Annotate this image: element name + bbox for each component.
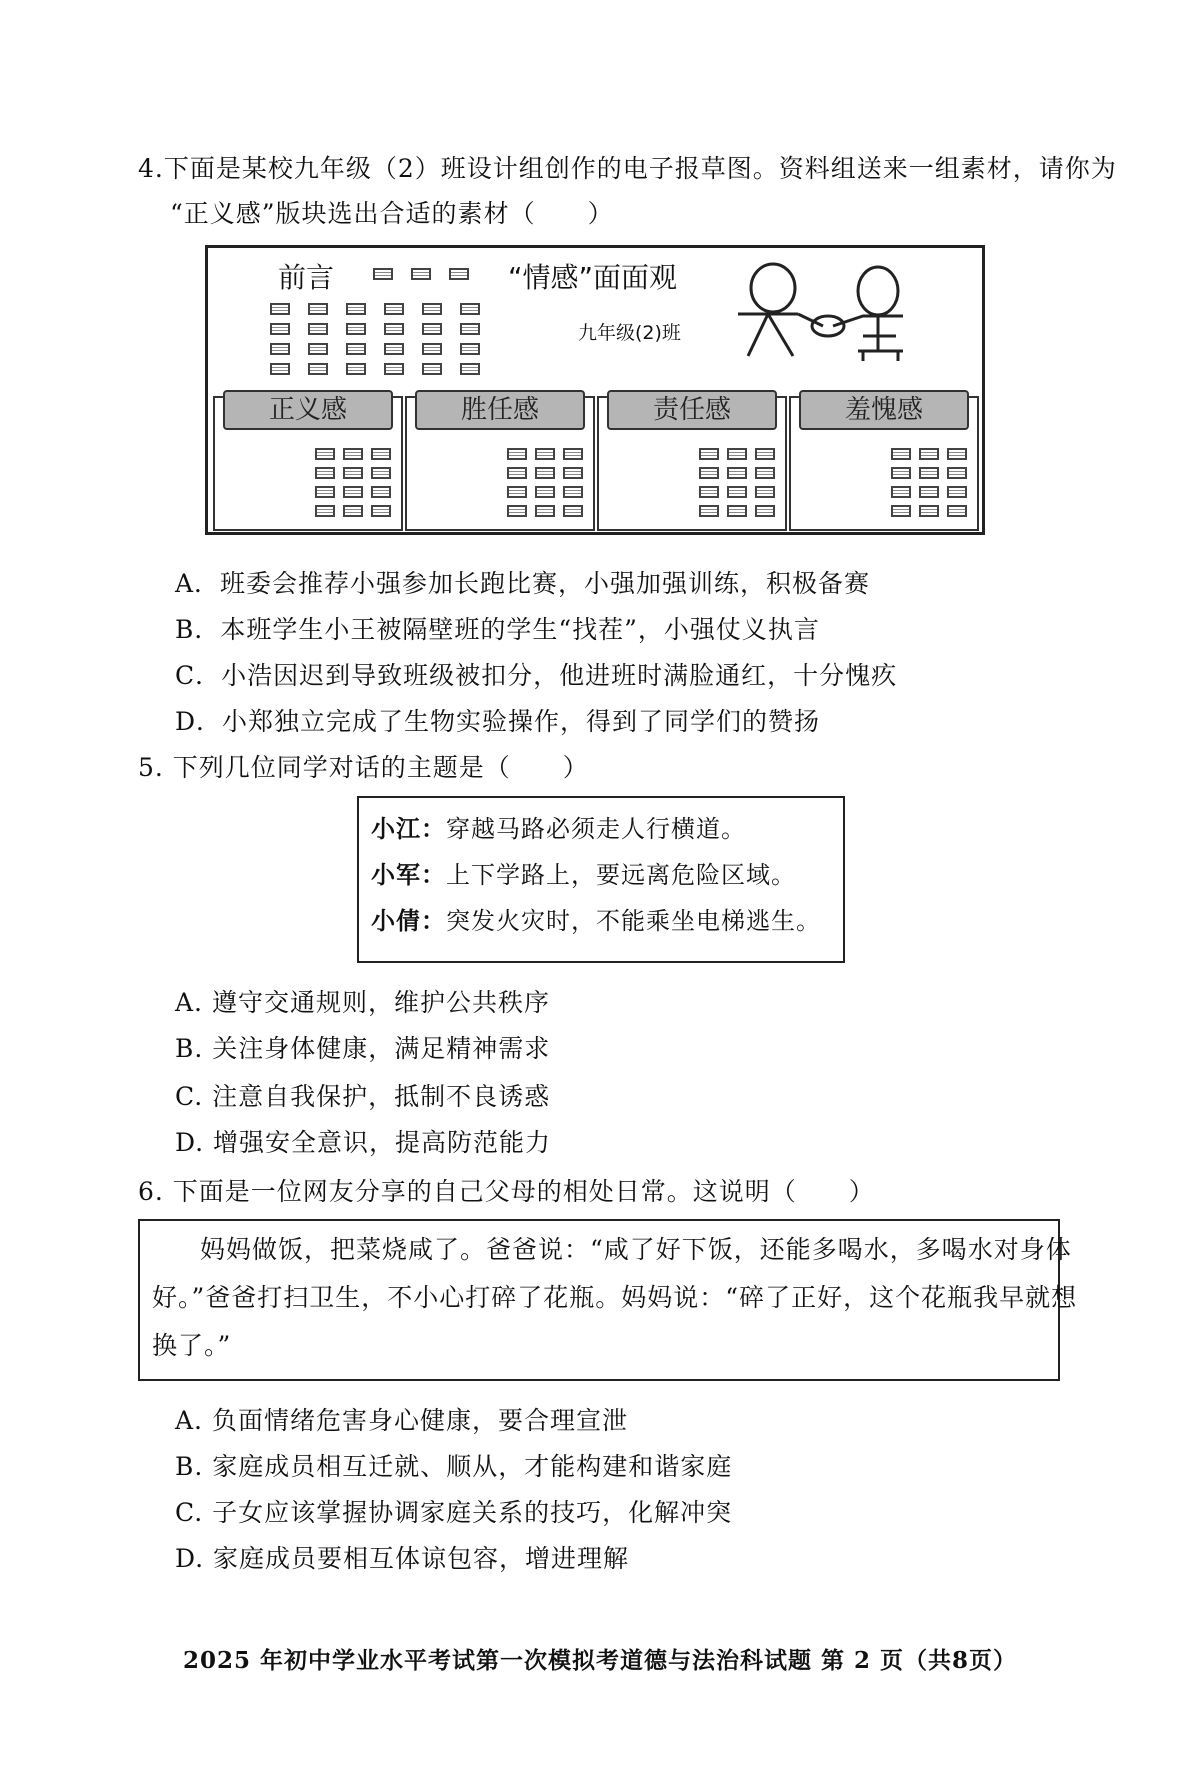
q4-option-c: C．小浩因迟到导致班级被扣分，他进班时满脸通红，十分愧疚 xyxy=(175,661,898,690)
q5-stem: 5. 下列几位同学对话的主题是（ ） xyxy=(138,753,589,782)
panel-competence-title: 胜任感 xyxy=(415,390,585,430)
speaker-1: 小江： xyxy=(371,814,446,843)
q6-passage-box xyxy=(138,1219,1078,1381)
q4-stem-line1: 4.下面是某校九年级（2）班设计组创作的电子报草图。资料组送来一组素材，请你为 xyxy=(138,154,1117,183)
panel-justice-title: 正义感 xyxy=(223,390,393,430)
figure-class-label: 九年级(2)班 xyxy=(578,322,681,344)
q5-dialogue-line-2 xyxy=(371,858,796,892)
panel-shame xyxy=(789,396,979,531)
q5-option-c: C. 注意自我保护，抵制不良诱惑 xyxy=(175,1082,551,1111)
q4-stem-line2: “正义感”版块选出合适的素材（ ） xyxy=(170,199,614,228)
figure-preface: 前言 xyxy=(278,261,335,294)
preface-top-blocks xyxy=(373,268,469,280)
panel-responsibility-title: 责任感 xyxy=(607,390,777,430)
newspaper-sketch-figure xyxy=(205,245,985,535)
panel-competence-blocks xyxy=(507,448,583,517)
q5-dialogue-box xyxy=(357,796,845,963)
q5-option-b: B. 关注身体健康，满足精神需求 xyxy=(175,1034,551,1063)
q4-option-a: A．班委会推荐小强参加长跑比赛，小强加强训练，积极备赛 xyxy=(175,569,871,598)
q6-option-b: B. 家庭成员相互迁就、顺从，才能构建和谐家庭 xyxy=(175,1452,733,1481)
panel-competence xyxy=(405,396,595,531)
panel-shame-title: 羞愧感 xyxy=(799,390,969,430)
figure-title: “情感”面面观 xyxy=(508,261,678,294)
preface-text-blocks xyxy=(270,303,480,375)
speaker-2: 小军： xyxy=(371,860,446,889)
panel-responsibility xyxy=(597,396,787,531)
q6-stem: 6. 下面是一位网友分享的自己父母的相处日常。这说明（ ） xyxy=(138,1177,875,1206)
speech-2: 上下学路上，要远离危险区域。 xyxy=(446,861,796,889)
q6-option-d: D. 家庭成员要相互体谅包容，增进理解 xyxy=(175,1544,630,1573)
speaker-3: 小倩： xyxy=(371,906,446,935)
panel-responsibility-blocks xyxy=(699,448,775,517)
panel-shame-blocks xyxy=(891,448,967,517)
q5-dialogue-line-3 xyxy=(371,904,821,938)
q5-option-a: A. 遵守交通规则，维护公共秩序 xyxy=(175,988,550,1017)
q4-option-b: B．本班学生小王被隔壁班的学生“找茬”，小强仗义执言 xyxy=(175,615,820,644)
handshake-illustration xyxy=(728,256,928,366)
q6-option-a: A. 负面情绪危害身心健康，要合理宣泄 xyxy=(175,1406,628,1435)
q5-dialogue-line-1 xyxy=(371,812,746,846)
q6-option-c: C. 子女应该掌握协调家庭关系的技巧，化解冲突 xyxy=(175,1498,733,1527)
panel-justice-blocks xyxy=(315,448,391,517)
q6-passage-line-2: 好。”爸爸打扫卫生，不小心打碎了花瓶。妈妈说：“碎了正好，这个花瓶我早就想 xyxy=(152,1283,1078,1312)
q5-option-d: D. 增强安全意识，提高防范能力 xyxy=(175,1128,552,1157)
q6-passage-line-1: 妈妈做饭，把菜烧咸了。爸爸说：“咸了好下饭，还能多喝水，多喝水对身体 xyxy=(200,1235,1072,1264)
speech-1: 穿越马路必须走人行横道。 xyxy=(446,815,746,843)
speech-3: 突发火灾时，不能乘坐电梯逃生。 xyxy=(446,907,821,935)
q4-option-d: D．小郑独立完成了生物实验操作，得到了同学们的赞扬 xyxy=(175,707,821,736)
page-footer: 2025 年初中学业水平考试第一次模拟考道德与法治科试题 第 2 页（共8页） xyxy=(182,1647,1018,1674)
q6-passage-line-3: 换了。” xyxy=(152,1331,232,1360)
panel-justice xyxy=(213,396,403,531)
